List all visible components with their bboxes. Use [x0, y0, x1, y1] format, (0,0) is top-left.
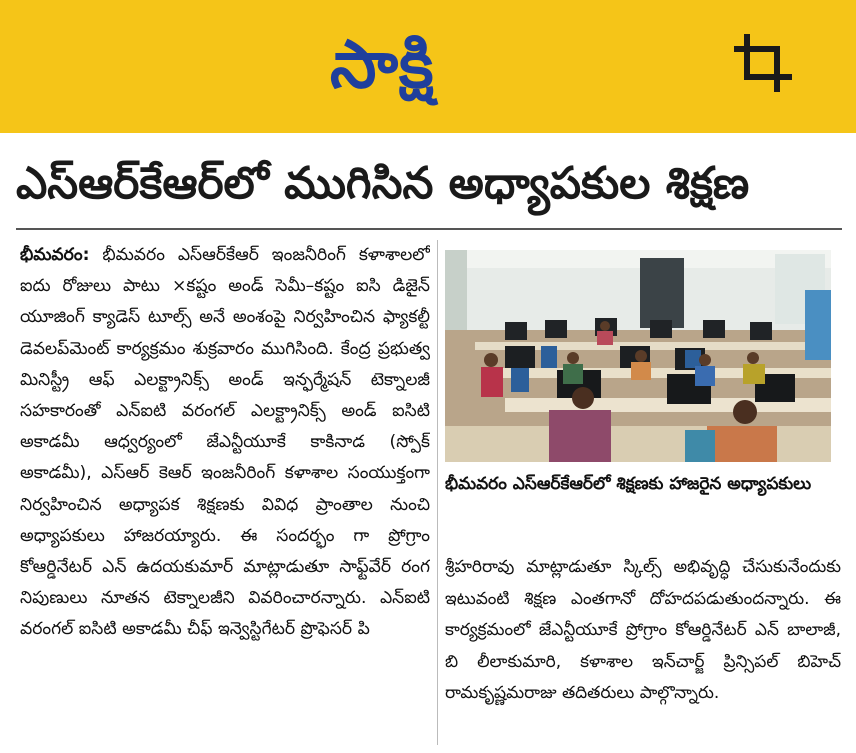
crop-icon[interactable] [733, 33, 793, 93]
article-body-left [20, 240, 430, 745]
photo-caption: భీమవరం ఎస్‌ఆర్‌కేఆర్‌లో శిక్షణకు హాజరైన అధ్యాపకులు [445, 474, 812, 494]
article-body-right [445, 552, 841, 748]
article-headline: ఎస్‌ఆర్‌కేఆర్‌లో ముగిసిన అధ్యాపకుల శిక్షణ [16, 158, 750, 209]
masthead [0, 0, 856, 133]
dateline: భీమవరం: [20, 245, 90, 265]
article-photo [445, 250, 831, 462]
newspaper-logo: సాక్షి [330, 26, 435, 103]
headline-divider [16, 228, 842, 230]
body-text-left: భీమవరం ఎస్‌ఆర్‌కేఆర్ ఇంజనీరింగ్ కళాశాలలో ఐదు రోజులు పాటు ×కష్టం అండ్ సెమీ–కష్టం ఐసి డిజైన్ యూజింగ్ క్యాడెస్ టూల్స్ అనే అంశంపై నిర్వహించిన ఫ్యాకల్టీ డెవలప్‌మెంట్ కార్యక్రమం శుక్రవారం ముగిసింది. కేంద్ర ప్రభుత్వ మినిస్ట్రీ ఆఫ్ ఎలక్ట్రానిక్స్ అండ్ ఇన్ఫర్మేషన్ టెక్నాలజీ సహకారంతో ఎన్ఐటి వరంగల్ ఎలక్ట్రానిక్స్ అండ్ ఐసిటి అకాడమీ ఆధ్వర్యంలో జేఎన్టీయూకే కాకినాడ (స్పోక్ అకాడమీ), ఎస్ఆర్ కెఆర్ ఇంజనీరింగ్ కళాశాల సంయుక్తంగా నిర్వహించిన అధ్యాపక శిక్షణకు వివిధ ప్రాంతాల నుంచి అధ్యాపకులు హాజరయ్యారు. ఈ సందర్భం గా ప్రోగ్రాం కోఆర్డినేటర్ ఎన్ ఉదయకుమార్ మాట్లాడుతూ సాఫ్ట్‌వేర్ రంగ నిపుణులు నూతన టెక్నాలజీని వివరించారన్నారు. ఎన్ఐటి వరంగల్ ఐసిటి అకాడమీ చీఫ్ ఇన్వెస్టిగేటర్ ప్రొఫెసర్ పి [20, 245, 430, 640]
column-divider [437, 240, 438, 745]
body-text-right: శ్రీహరిరావు మాట్లాడుతూ స్కిల్స్ అభివృద్ధి చేసుకునేందుకు ఇటువంటి శిక్షణ ఎంతగానో దోహదపడుతుందన్నారు. ఈ కార్యక్రమంలో జేఎన్టీయూకే ప్రోగ్రాం కోఆర్డినేటర్ ఎన్ బాలాజీ, బి లీలాకుమారి, కళాశాల ఇన్‌చార్జ్ ప్రిన్సిపల్ బిహెచ్ రామకృష్ణమరాజు తదితరులు పాల్గొన్నారు. [445, 557, 841, 703]
